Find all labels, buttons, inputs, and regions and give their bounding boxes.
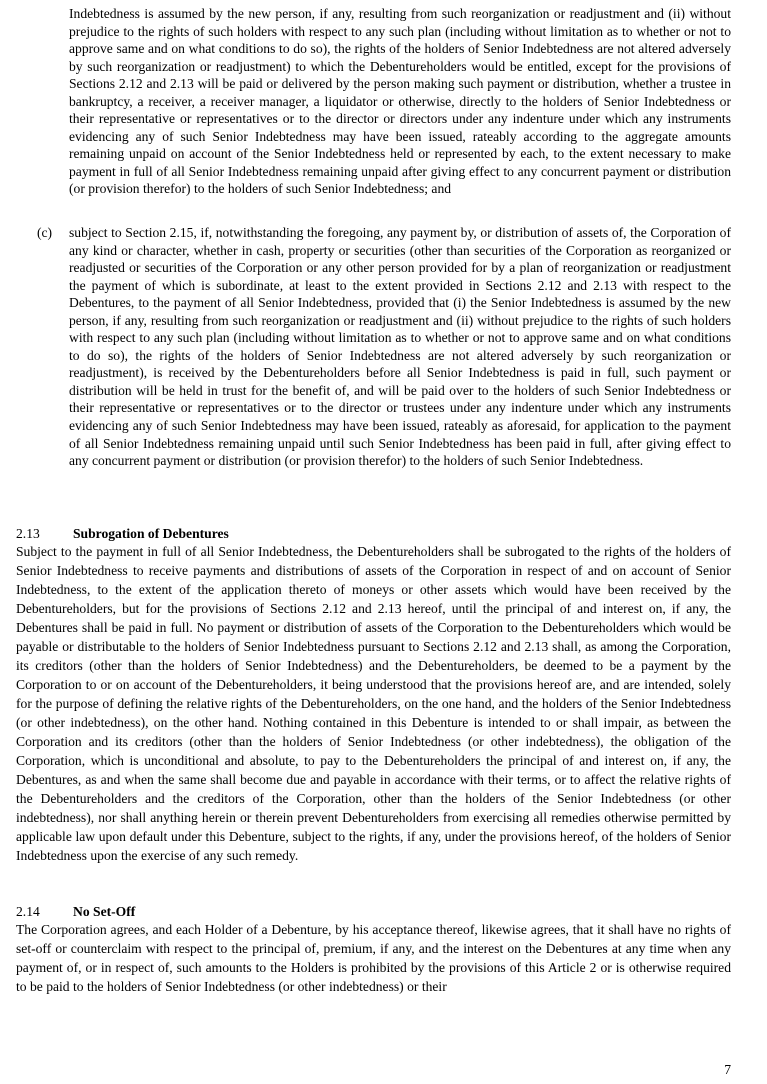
section-2-14-body: The Corporation agrees, and each Holder of a Debenture, by his acceptance thereof, likewise agrees, that it shall have no rights of set-off or counterclaim with respect to the principal of, premium, if any, and the interest on the Debentures at any time when any payment of, or in respect of, such amounts to the Holders is prohibited by the provisions of this Article 2 or is otherwise required to be paid to the holders of Senior Indebtedness (or other indebtedness) or their [16,922,731,994]
section-title: No Set-Off [73,904,136,919]
section-heading-2-13 [16,525,731,543]
page-number: 7 [724,1062,731,1077]
list-item-text: subject to Section 2.15, if, notwithstanding the foregoing, any payment by, or distribution of assets of, the Corporation of any kind or character, whether in cash, property or securities (other than securities of the Corporation as reorganized or readjusted or securities of the Corporation or any other person provided for by a plan of reorganization or readjustment the payment of which is subordinate, at least to the extent provided in Sections 2.12 and 2.13 with respect to the Debentures, to the payment of all Senior Indebtedness, provided that (i) the Senior Indebtedness is assumed by the new person, if any, resulting from such reorganization or readjustment and (ii) without prejudice to the rights of such holders with respect to any such plan (including without limitation as to whether or not to approve same and on what conditions to do so), the rights of the holders of Senior Indebtedness are not altered adversely by such reorganization or readjustment), is received by the Debentureholders before all Senior Indebtedness is paid in full, such payment or distribution will be held in trust for the benefit of, and will be paid over to the holders of such Senior Indebtedness or their representative or representatives or to the director or trustees under any indenture under which any instruments evidencing any of such Senior Indebtedness may have been issued, rateably as aforesaid, for application to the payment of all Senior Indebtedness remaining unpaid until such Senior Indebtedness has been paid in full, after giving effect to any concurrent payment or distribution (or provision therefor) to the holders of such Senior Indebtedness. [69,225,731,469]
section-title: Subrogation of Debentures [73,526,229,541]
section-2-13-body: Subject to the payment in full of all Senior Indebtedness, the Debentureholders shall be subrogated to the rights of the holders of Senior Indebtedness to receive payments and distributions of assets of the Corporation in respect of and on account of Senior Indebtedness, to the extent of the application thereto of moneys or other assets which would have been received by the Debentureholders, but for the provisions of Sections 2.12 and 2.13 hereof, until the principal of and interest on, if any, the Debentures shall be paid in full. No payment or distribution of assets of the Corporation to the Debentureholders which would be payable or distributable to the holders of Senior Indebtedness pursuant to Sections 2.12 and 2.13 shall, as among the Corporation, its creditors (other than the holders of Senior Indebtedness) and the Debentureholders, be deemed to be a payment by the Corporation to or on account of the Debentureholders, it being understood that the provisions hereof are, and are intended, solely for the purpose of defining the relative rights of the Debentureholders, on the one hand, and the holders of the Senior Indebtedness (or other indebtedness), on the other hand. Nothing contained in this Debenture is intended to or shall impair, as between the Corporation and its creditors (other than the holders of Senior Indebtedness (or other indebtedness), the obligation of the Corporation, which is unconditional and absolute, to pay to the Debentureholders the principal of and interest on, if any, the Debentures, as and when the same shall become due and payable in accordance with their terms, or to affect the relative rights of the Debentureholders and the creditors of the Corporation, other than the holders of the Senior Indebtedness (or other indebtedness), nor shall anything herein or therein prevent Debentureholders from exercising all remedies otherwise permitted by applicable law upon default under this Debenture, subject to the rights, if any, under the provisions hereof, of the holders of Senior Indebtedness upon the exercise of any such remedy. [16,544,731,863]
section-heading-2-14 [16,903,731,921]
section-number: 2.13 [16,526,40,541]
list-item-label: (c) [37,225,53,240]
section-number: 2.14 [16,904,40,919]
continuation-paragraph: Indebtedness is assumed by the new person, if any, resulting from such reorganization or readjustment and (ii) without prejudice to the rights of such holders with respect to any such plan (including without limitation as to whether or not to approve same and on what conditions to do so), the rights of the holders of Senior Indebtedness are not altered adversely by such reorganization or readjustment) to which the Debentureholders would be entitled, except for the provisions of Sections 2.12 and 2.13 will be paid or delivered by the person making such payment or distribution, whether a trustee in bankruptcy, a receiver, a receiver manager, a liquidator or otherwise, directly to the holders of Senior Indebtedness or their representative or representatives or to the director or directors under any indenture under which any instruments evidencing any of such Senior Indebtedness may have been issued, rateably according to the aggregate amounts remaining unpaid on account of the Senior Indebtedness held or represented by each, to the extent necessary to make payment in full of all Senior Indebtedness remaining unpaid after giving effect to any concurrent payment or distribution (or provision therefor) to the holders of such Senior Indebtedness; and [69,6,731,197]
